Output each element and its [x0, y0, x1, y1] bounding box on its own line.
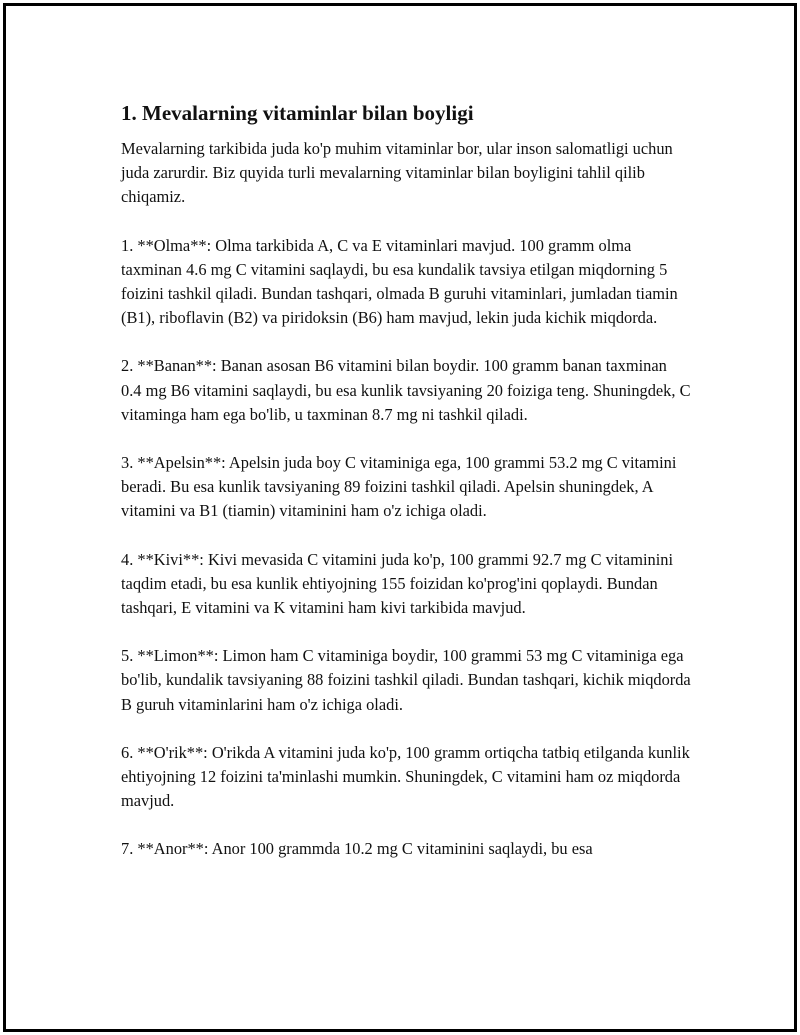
page-frame — [3, 3, 797, 1032]
document-body — [121, 99, 691, 886]
paragraph-banan: 2. **Banan**: Banan asosan B6 vitamini bilan boydir. 100 gramm banan taxminan 0.4 mg B6 vitamini saqlaydi, bu esa kunlik tavsiyaning 20 foiziga teng. Shuningdek, C vitaminga ham ega bo'lib, u taxminan 8.7 mg ni tashkil qiladi. — [121, 356, 691, 424]
paragraph-orik: 6. **O'rik**: O'rikda A vitamini juda ko'p, 100 gramm ortiqcha tatbiq etilganda kunlik ehtiyojning 12 foizini ta'minlashi mumkin. Shuningdek, C vitamini ham oz miqdorda mavjud. — [121, 742, 690, 811]
paragraph-limon: 5. **Limon**: Limon ham C vitaminiga boydir, 100 grammi 53 mg C vitaminiga ega bo'lib, kundalik tavsiyaning 88 foizini tashkil qiladi. Bundan tashqari, kichik miqdorda B guruh vitaminlarini ham o'z ichiga oladi. — [121, 646, 691, 714]
paragraph-anor: 7. **Anor**: Anor 100 grammda 10.2 mg C vitaminini saqlaydi, bu esa — [121, 839, 593, 859]
paragraph-olma: 1. **Olma**: Olma tarkibida A, C va E vitaminlari mavjud. 100 gramm olma taxminan 4.6 mg C vitamini saqlaydi, bu esa kundalik tavsiya etilgan miqdorning 5 foizini tashkil qiladi. Bundan tashqari, olmada B guruhi vitaminlari, jumladan tiamin (B1), riboflavin (B2) va piridoksin (B6) ham mavjud, lekin juda kichik miqdorda. — [121, 235, 678, 328]
document-title: 1. Mevalarning vitaminlar bilan boyligi — [121, 101, 474, 125]
paragraph-apelsin: 3. **Apelsin**: Apelsin juda boy C vitaminiga ega, 100 grammi 53.2 mg C vitamini beradi. Bu esa kunlik tavsiyaning 89 foizini tashkil qiladi. Apelsin shuningdek, A vitamini va B1 (tiamin) vitaminini ham o'z ichiga oladi. — [121, 453, 677, 521]
intro-paragraph: Mevalarning tarkibida juda ko'p muhim vitaminlar bor, ular inson salomatligi uchun juda zarurdir. Biz quyida turli mevalarning vitaminlar bilan boyligini tahlil qilib chiqamiz. — [121, 139, 673, 207]
paragraph-kivi: 4. **Kivi**: Kivi mevasida C vitamini juda ko'p, 100 grammi 92.7 mg C vitaminini taqdim etadi, bu esa kunlik ehtiyojning 155 foizidan ko'prog'ini qoplaydi. Bundan tashqari, E vitamini va K vitamini ham kivi tarkibida mavjud. — [121, 549, 673, 618]
